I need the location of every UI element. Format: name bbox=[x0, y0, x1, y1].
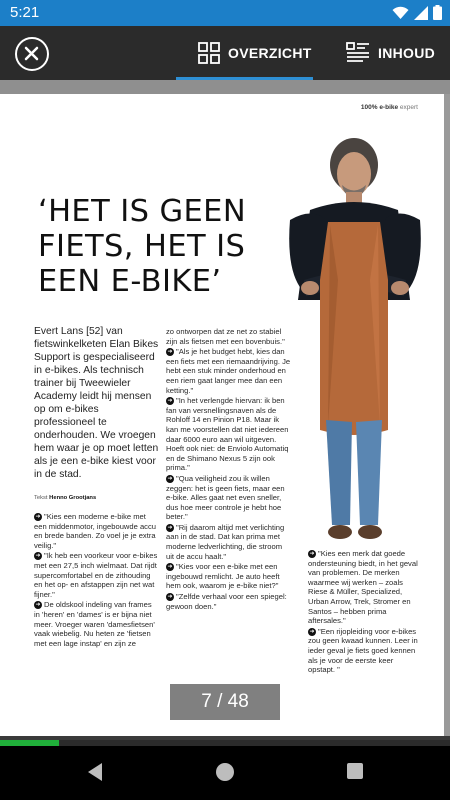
page-top-band bbox=[0, 80, 450, 94]
close-button[interactable] bbox=[15, 37, 49, 71]
headline-line: ‘HET IS GEEN bbox=[38, 194, 247, 229]
article-byline: Tekst Henno Grootjans bbox=[34, 495, 97, 501]
arrow-bullet-icon: ➜ bbox=[35, 553, 41, 560]
arrow-bullet-icon: ➜ bbox=[35, 602, 41, 609]
tab-contents-label: INHOUD bbox=[378, 45, 436, 61]
arrow-bullet-icon: ➜ bbox=[167, 564, 173, 571]
article-headline bbox=[38, 194, 298, 299]
brand-tag: 100% e-bike expert bbox=[360, 104, 418, 111]
arrow-bullet-icon: ➜ bbox=[309, 628, 315, 635]
battery-icon bbox=[433, 5, 442, 20]
status-time: 5:21 bbox=[10, 4, 40, 21]
back-icon[interactable] bbox=[86, 762, 104, 782]
arrow-bullet-icon: ➜ bbox=[167, 349, 173, 356]
home-icon[interactable] bbox=[215, 762, 235, 782]
page-indicator: 7 / 48 bbox=[170, 684, 280, 720]
page-edge bbox=[444, 94, 450, 736]
tip-paragraph: ➜ "Rij daarom altijd met verlichting aan in de stad. Dat kan prima met moderne ledverlichting, die stroom uit de accu haalt." bbox=[166, 522, 285, 561]
arrow-bullet-icon: ➜ bbox=[309, 551, 315, 557]
tip-paragraph: ➜ "Kies een merk dat goede ondersteuning biedt, in het geval van problemen. De merken waarmee wij werken – zoals Riese & Müller, Specialized, Urban Arrow, Trek, Stromer en Santos – hebben prima aftersales." bbox=[308, 549, 418, 626]
tip-paragraph: ➜ "Qua veiligheid zou ik willen zeggen: het is geen fiets, maar een e-bike. Alles gaat net even sneller, dus hoe meer controle je hebt hoe beter." bbox=[166, 473, 285, 522]
arrow-bullet-icon: ➜ bbox=[167, 594, 173, 601]
status-bar bbox=[0, 0, 450, 26]
headline-line: EEN E-BIKE’ bbox=[38, 264, 222, 299]
tip-paragraph: ➜ "Kies voor een e-bike met een ingebouwd remlicht. Je auto heeft hem ook, waarom je e-bike niet?" bbox=[166, 562, 280, 591]
tip-paragraph: zo ontworpen dat ze net zo stabiel zijn als fietsen met een bovenbuis." bbox=[166, 327, 285, 346]
reader-toolbar bbox=[0, 26, 450, 80]
tip-paragraph: ➜ "Zelfde verhaal voor een spiegel: gewoon doen." bbox=[166, 592, 287, 611]
tip-paragraph: ➜ De oldskool indeling van frames in 'heren' en 'dames' is er bijna niet meer. Vroeger waren 'damesfietsen' vaak wiebelig. Nu heten ze 'fietsen met een lage instap' en zijn ze bbox=[34, 600, 155, 648]
arrow-bullet-icon: ➜ bbox=[167, 398, 173, 405]
article-column-3 bbox=[308, 549, 422, 676]
arrow-bullet-icon: ➜ bbox=[167, 524, 173, 531]
article-intro: Evert Lans [52] van fietswinkelketen Elan Bikes Support is gespecialiseerd in e-bikes. Als technisch trainer bij Tweewieler Academy leidt hij mensen op om e-bikes professioneel te onderhouden. We vroegen hem waar je op moet letten als je een e-bike kiest voor in de stad. bbox=[34, 326, 159, 480]
tip-paragraph: ➜ "In het verlengde hiervan: ik ben fan van versnellingsnaven als de Rohloff 14 en Pinion P18. Maar ik kan me voorstellen dat niet iedereen daar 6000 euro aan wil uitgeven. Hoeft ook niet: de Enviolo Automatiq en de Shimano Nexus 5 zijn ook prima." bbox=[166, 396, 289, 473]
system-nav-bar bbox=[0, 746, 450, 800]
portrait-photo bbox=[280, 130, 430, 550]
tip-paragraph: ➜ "Een rijopleiding voor e-bikes zou geen kwaad kunnen. Leer in ieder geval je fiets goed kennen als je voor de eerste keer opstapt. " bbox=[308, 626, 418, 675]
article-column-2 bbox=[166, 327, 291, 612]
headline-line: FIETS, HET IS bbox=[38, 229, 246, 264]
article-column-1 bbox=[34, 512, 159, 649]
grid-icon bbox=[198, 42, 220, 64]
tip-paragraph: ➜ "Als je het budget hebt, kies dan een fiets met een riemaandrijving. Je hebt een stuk minder onderhoud en een riem gaat langer mee dan een ketting." bbox=[166, 347, 291, 395]
recents-icon[interactable] bbox=[346, 762, 364, 780]
tab-overview[interactable] bbox=[198, 38, 312, 68]
list-icon bbox=[346, 42, 370, 64]
tip-paragraph: ➜ "Ik heb een voorkeur voor e-bikes met een 27,5 inch wielmaat. Dat rijdt supercomfortabel en de zithouding en het op- en afstappen zijn net wat fijner." bbox=[34, 551, 158, 599]
tab-contents[interactable] bbox=[346, 38, 435, 68]
close-icon bbox=[17, 39, 47, 69]
magazine-page[interactable] bbox=[0, 94, 444, 736]
tip-paragraph: ➜ "Kies een moderne e-bike met een middenmotor, ingebouwde accu en brede banden. Zo voel je je extra veilig." bbox=[34, 512, 157, 550]
wifi-icon bbox=[392, 6, 409, 20]
arrow-bullet-icon: ➜ bbox=[35, 514, 41, 520]
arrow-bullet-icon: ➜ bbox=[167, 475, 173, 482]
signal-icon bbox=[414, 6, 428, 20]
tab-overview-label: OVERZICHT bbox=[228, 45, 312, 61]
status-icons bbox=[392, 5, 442, 20]
